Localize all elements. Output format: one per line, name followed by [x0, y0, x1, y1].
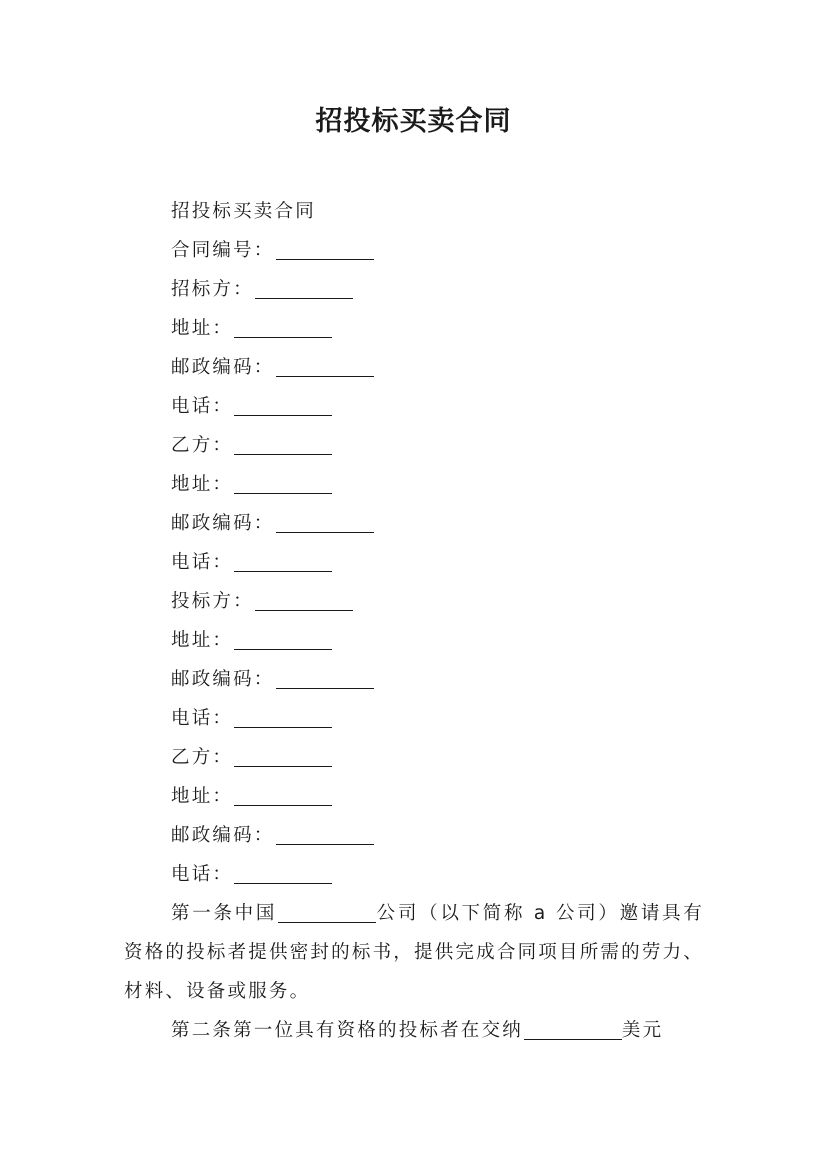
field-phone — [124, 543, 704, 582]
field-phone — [124, 699, 704, 738]
field-label: 地址： — [171, 786, 234, 807]
article-1-text-rest: 公司（以下简称 a 公司）邀请具有资格的投标者提供密封的标书，提供完成合同项目所需的劳力、材料、设备或服务。 — [124, 903, 704, 1002]
blank-line — [524, 1017, 622, 1040]
blank-line — [234, 432, 332, 455]
field-postal-code — [124, 504, 704, 543]
blank-line — [234, 471, 332, 494]
field-address — [124, 621, 704, 660]
blank-line — [234, 783, 332, 806]
blank-line — [276, 354, 374, 377]
field-phone — [124, 855, 704, 894]
field-label: 投标方： — [171, 591, 254, 612]
field-address — [124, 465, 704, 504]
field-address — [124, 777, 704, 816]
field-label: 邮政编码： — [171, 825, 275, 846]
article-2-text-start: 第二条第一位具有资格的投标者在交纳 — [171, 1020, 523, 1041]
blank-line — [255, 588, 353, 611]
field-label: 乙方： — [171, 747, 234, 768]
field-label: 邮政编码： — [171, 669, 275, 690]
blank-line — [276, 510, 374, 533]
blank-line — [276, 822, 374, 845]
blank-line — [255, 276, 353, 299]
field-party-b — [124, 738, 704, 777]
blank-line — [234, 393, 332, 416]
field-tenderer — [124, 270, 704, 309]
field-label: 乙方： — [171, 435, 234, 456]
article-2-text-rest: 美元 — [621, 1020, 664, 1041]
field-label: 地址： — [171, 474, 234, 495]
field-label: 地址： — [171, 318, 234, 339]
field-label: 电话： — [171, 864, 234, 885]
document-subtitle: 招投标买卖合同 — [171, 201, 316, 222]
field-party-b — [124, 426, 704, 465]
blank-line — [234, 549, 332, 572]
field-phone — [124, 387, 704, 426]
blank-line — [278, 900, 376, 923]
article-1-text-start: 第一条中国 — [171, 903, 278, 924]
blank-line — [276, 666, 374, 689]
article-1-paragraph — [124, 894, 704, 1011]
field-bidder — [124, 582, 704, 621]
field-label: 招标方： — [171, 279, 254, 300]
field-label: 电话： — [171, 396, 234, 417]
field-contract-number — [124, 231, 704, 270]
blank-line — [234, 861, 332, 884]
field-label: 电话： — [171, 552, 234, 573]
field-label: 地址： — [171, 630, 234, 651]
article-2-paragraph — [124, 1011, 704, 1050]
document-body — [124, 192, 704, 1050]
blank-line — [234, 744, 332, 767]
document-title: 招投标买卖合同 — [315, 106, 512, 137]
blank-line — [234, 315, 332, 338]
field-label: 合同编号： — [171, 240, 275, 261]
field-address — [124, 309, 704, 348]
field-postal-code — [124, 816, 704, 855]
field-postal-code — [124, 348, 704, 387]
blank-line — [234, 705, 332, 728]
field-postal-code — [124, 660, 704, 699]
blank-line — [276, 237, 374, 260]
blank-line — [234, 627, 332, 650]
field-label: 邮政编码： — [171, 357, 275, 378]
field-label: 邮政编码： — [171, 513, 275, 534]
field-label: 电话： — [171, 708, 234, 729]
